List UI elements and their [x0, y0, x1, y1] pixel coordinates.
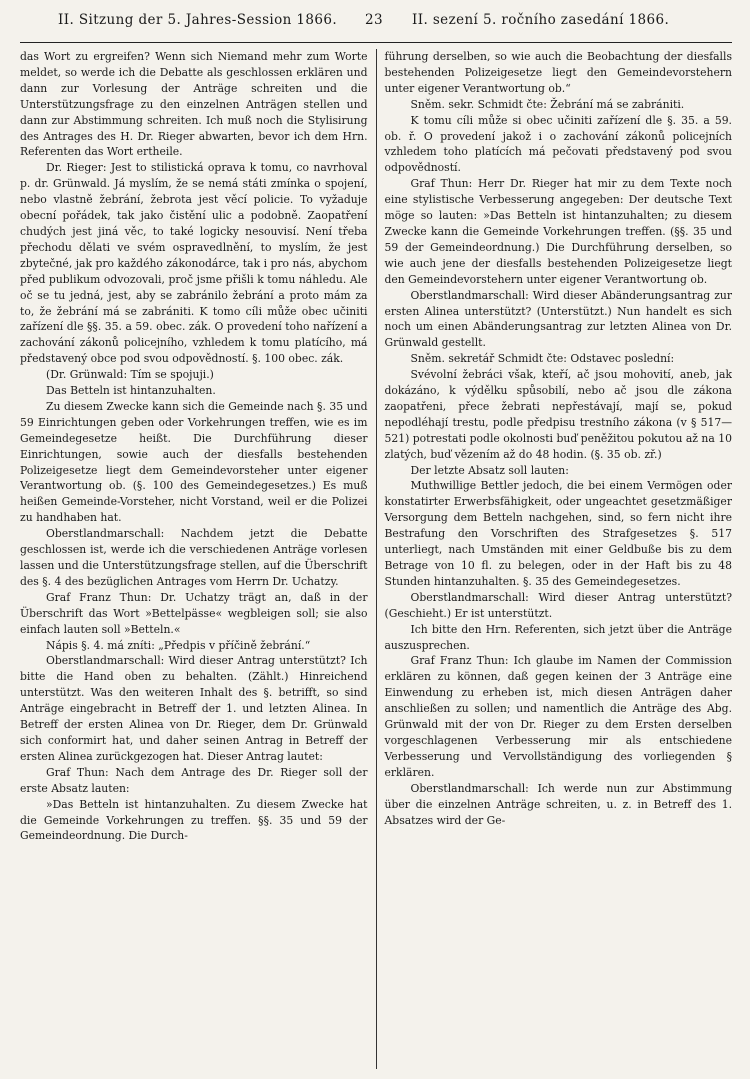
- paragraph: »Das Betteln ist hintanzuhalten. Zu diesem Zwecke hat die Gemeinde Vorkehrungen zu treffen. §§. 35 und 59 der Gemeindeordnung. Die Durch-: [20, 797, 368, 843]
- paragraph: Muthwillige Bettler jedoch, die bei einem Vermögen oder konstatirter Erwerbsfähigkeit, oder ungeachtet gesetzmäßiger Versorgung dem Betteln nachgehen, sind, so fern nicht ihre Bestrafung den Vorschriften des Strafgesetzes §. 517 unterliegt, nach Umständen mit einer Geldbuße bis zu dem Betrage von 10 fl. zu belegen, oder in der Haft bis zu 48 Stunden hintanzuhalten. §. 35 des Gemeindegesetzes.: [384, 479, 732, 588]
- paragraph: Das Betteln ist hintanzuhalten.: [46, 384, 216, 398]
- paragraph: K tomu cíli může si obec učiniti zařízení dle §. 35. a 59. ob. ř. O provedení jakož i o zachování zákonů policejních vzhledem toho platících má pečovati představený pod svou odpovědností.: [384, 113, 732, 175]
- paragraph: Zu diesem Zwecke kann sich die Gemeinde nach §. 35 und 59 Einrichtungen geben oder Vorkehrungen treffen, wie es im Gemeindegesetze heißt. Die Durchführung dieser Einrichtungen, sowie auch der diesfalls bestehenden Polizeigesetze liegt dem Gemeindevorsteher unter eigener Verantwortung ob. (§. 100 des Gemeindegesetzes.) Es muß heißen Gemeinde-Vorsteher, nicht Vorstand, weil er die Polizei zu handhaben hat.: [20, 399, 368, 525]
- paragraph: führung derselben, so wie auch die Beobachtung der diesfalls bestehenden Polizeigesetze liegt den Gemeindevorstehern unter eigener Verantwortung ob.“: [384, 50, 732, 95]
- paragraph: (Dr. Grünwald: Tím se spojuji.): [46, 368, 214, 382]
- paragraph: Sněm. sekretář Schmidt čte: Odstavec poslední:: [410, 352, 675, 366]
- paragraph: das Wort zu ergreifen? Wenn sich Niemand mehr zum Worte meldet, so werde ich die Debatte als geschlossen erklären und dann zur Vorlesung der Anträge schreiten und die Unterstützungsfrage zu den einzelnen Anträgen stellen und dann zur Abstimmung schreiten. Ich muß noch die Stylisirung des Antrages des H. Dr. Rieger abwarten, bevor ich dem Hrn. Referenten das Wort ertheile.: [20, 50, 368, 159]
- paragraph: Graf Franz Thun: Dr. Uchatzy trägt an, daß in der Überschrift das Wort »Bettelpässe« wegbleigen soll; sie also einfach lauten soll »Betteln.«: [20, 590, 368, 636]
- paragraph: Graf Thun: Herr Dr. Rieger hat mir zu dem Texte noch eine stylistische Verbesserung angegeben: Der deutsche Text möge so lauten: »Das Betteln ist hintanzuhalten; zu diesem Zwecke kann die Gemeinde Vorkehrungen treffen. (§§. 35 und 59 der Gemeindeordnung.) Die Durchführung derselben, so wie auch jene der diesfalls bestehenden Polizeigesetze liegt den Gemeindevorstehern unter eigener Verantwortung ob.: [384, 177, 732, 286]
- header-rule: [20, 42, 732, 43]
- columns: [20, 49, 732, 1069]
- paragraph: Graf Franz Thun: Ich glaube im Namen der Commission erklären zu können, daß gegen keinen der 3 Anträge eine Einwendung zu erheben ist, mich diesen Anträgen daher anschließen zu sollen; und namentlich die Anträge des Abg. Grünwald mit der von Dr. Rieger zu dem Ersten derselben vorgeschlagenen Verbesserung mir als entschiedene Verbesserung und Vervollständigung des vorliegenden § erklären.: [384, 654, 732, 779]
- paragraph: Nápis §. 4. má zníti: „Předpis v příčině žebrání.“: [46, 638, 311, 652]
- paragraph: Oberstlandmarschall: Ich werde nun zur Abstimmung über die einzelnen Anträge schreiten, u. z. in Betreff des 1. Absatzes wird der Ge-: [384, 781, 732, 827]
- paragraph: Dr. Rieger: Jest to stilistická oprava k tomu, co navrhoval p. dr. Grünwald. Já myslím, že se nemá státi zmínka o spojení, nebo vlastně žebrání, žebrota jest věcí policie. To vyžaduje obecní pořádek, tak jako čistění ulic a podobně. Zaopatření chudých jest jiná věc, to také logicky nesouvisí. Není třeba přechodu dělati ve svém ospravedlnění, to myslím, že jest zbytečné, jak pro každého zákonodárce, tak i pro nás, abychom před publikum odvozovali, proč jsme přišli k tomu náhledu. Ale oč se tu jedná, jest, aby se zabránilo žebrání a proto mám za to, že žebrání má se zabrániti. K tomo cíli může obec učiniti zařízení dle §§. 35. a 59. obec. zák. O provedení toho nařízení a zachování zákonů policejního, vzhledem k tomu platícího, má představený obce pod svou odpovědností. §. 100 obec. zák.: [20, 161, 368, 366]
- header-czech-title: II. sezení 5. ročního zasedání 1866.: [412, 12, 670, 28]
- paragraph: Sněm. sekr. Schmidt čte: Žebrání má se zabrániti.: [410, 97, 685, 111]
- paragraph: Der letzte Absatz soll lauten:: [410, 463, 569, 477]
- paragraph: Oberstlandmarschall: Wird dieser Abänderungsantrag zur ersten Alinea unterstützt? (Unterstützt.) Nun handelt es sich noch um einen Abänderungsantrag zur letzten Alinea von Dr. Grünwald gestellt.: [384, 288, 732, 350]
- paragraph: Svévolní žebráci však, kteří, ač jsou mohovití, aneb, jak dokázáno, k výdělku spůsobilí, nebo ač jsou dle zákona zaopatřeni, přece žebrati nepřestávají, mají se, pokud nepodléhají trestu, podle předpisu trestního zákona (v § 517—521) potrestati podle okolnosti buď peněžitou pokutou až na 10 zlatých, buď vězením až do 48 hodin. (§. 35 ob. zř.): [384, 368, 732, 461]
- paragraph: Oberstlandmarschall: Wird dieser Antrag unterstützt? (Geschieht.) Er ist unterstützt.: [384, 590, 732, 620]
- header-german-title: II. Sitzung der 5. Jahres-Session 1866.: [58, 12, 338, 28]
- paragraph: Oberstlandmarschall: Nachdem jetzt die Debatte geschlossen ist, werde ich die verschiedenen Anträge vorlesen lassen und die Unterstützungsfrage stellen, auf die Überschrift des §. 4 des bezüglichen Antrages vom Herrn Dr. Uchatzy.: [20, 527, 368, 588]
- paragraph: Oberstlandmarschall: Wird dieser Antrag unterstützt? Ich bitte die Hand oben zu behalten. (Zählt.) Hinreichend unterstützt. Was den weiteren Inhalt des §. betrifft, so sind Anträge eingebracht in Betreff der 1. und letzten Alinea. In Betreff der ersten Alinea von Dr. Rieger, dem Dr. Grünwald sich conformirt hat, und daher seinen Antrag in Betreff der ersten Alinea zurückgezogen hat. Dieser Antrag lautet:: [20, 654, 368, 763]
- page-header: [20, 12, 732, 38]
- page-number: 23: [365, 12, 383, 28]
- left-column: [20, 49, 376, 1069]
- paragraph: Graf Thun: Nach dem Antrage des Dr. Rieger soll der erste Absatz lauten:: [20, 765, 368, 795]
- paragraph: Ich bitte den Hrn. Referenten, sich jetzt über die Anträge auszusprechen.: [384, 622, 732, 652]
- right-column: [377, 49, 733, 1069]
